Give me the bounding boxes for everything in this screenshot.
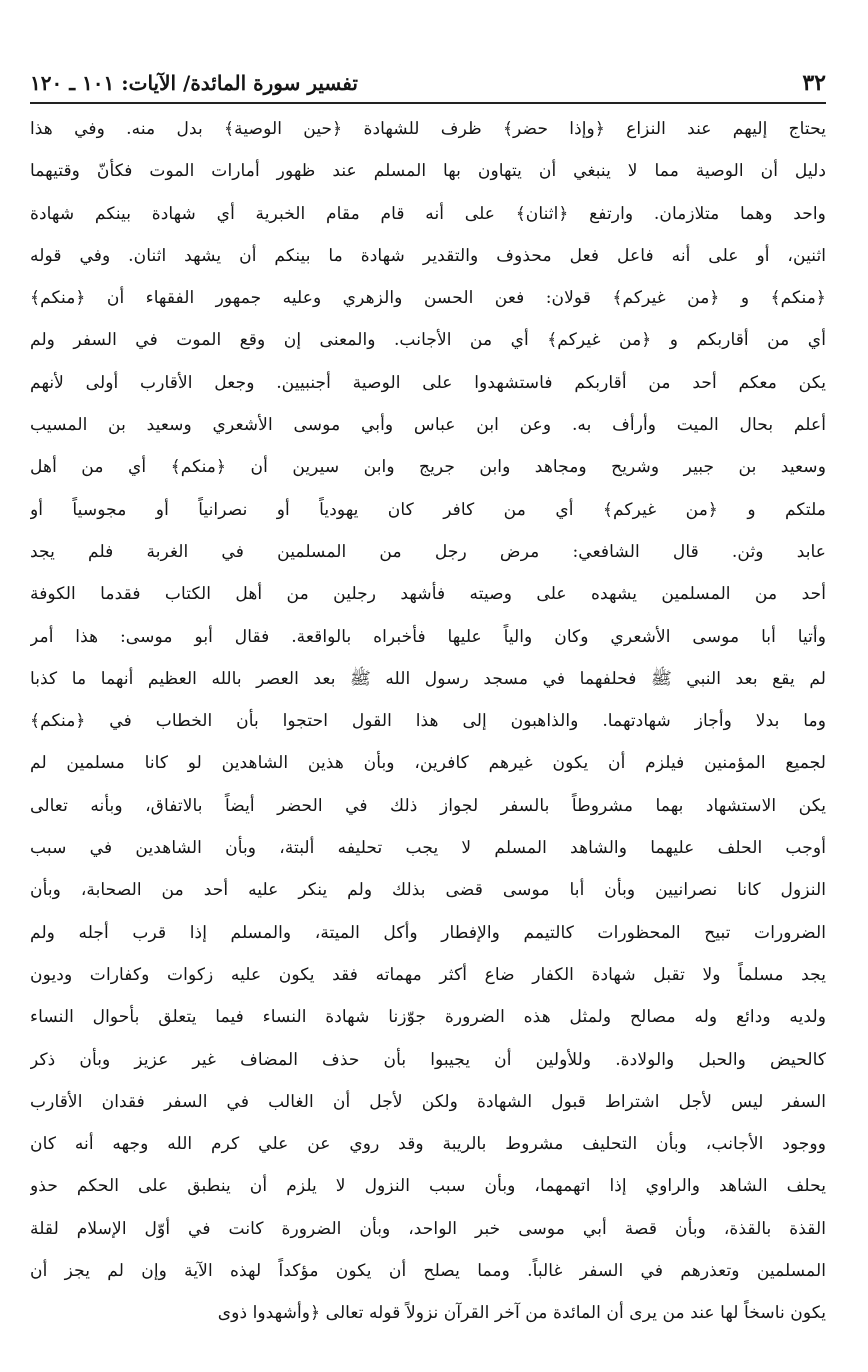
- text-line: الضرورات تبيح المحظورات كالتيمم والإفطار وأكل الميتة، والمسلم إذا قرب أجله ولم: [30, 922, 826, 943]
- text-line: ولديه ودائع وله مصالح ولمثل هذه الضرورة جوّزنا شهادة النساء فيما يتعلق بأحوال النساء: [30, 1007, 826, 1028]
- text-line: يجد مسلماً ولا تقبل شهادة الكفار ضاع أكثر مهماته فقد يكون عليه زكوات وكفارات وديون: [30, 964, 826, 985]
- text-line: ﴿منكم﴾ و ﴿من غيركم﴾ قولان: فعن الحسن والزهري وعليه جمهور الفقهاء أن ﴿منكم﴾: [30, 288, 826, 309]
- text-line: وسعيد بن جبير وشريح ومجاهد وابن جريج وابن سيرين أن ﴿منكم﴾ أي من أهل: [30, 457, 826, 478]
- text-line: لجميع المؤمنين فيلزم أن يكون غيرهم كافرين، وبأن هذين الشاهدين لو كانا مسلمين لم: [30, 753, 826, 774]
- text-line: أي من أقاربكم و ﴿من غيركم﴾ أي من الأجانب. والمعنى إن وقع الموت في السفر ولم: [30, 330, 826, 351]
- text-line: ووجود الأجانب، وبأن التحليف مشروط بالريبة وقد روي عن علي كرم الله وجهه أنه كان: [30, 1134, 826, 1155]
- text-line: القذة بالقذة، وبأن قصة أبي موسى خبر الواحد، وبأن الضرورة كانت في أوّل الإسلام لقلة: [30, 1218, 826, 1239]
- text-line: أوجب الحلف عليهما والشاهد المسلم لا يجب تحليفه ألبتة، وبأن الشاهدين في سبب: [30, 838, 826, 859]
- text-line: يحتاج إليهم عند النزاع ﴿وإذا حضر﴾ ظرف للشهادة ﴿حين الوصية﴾ بدل منه. وفي هذا: [30, 119, 826, 139]
- text-line: النزول كانا نصرانيين وبأن أبا موسى قضى بذلك ولم ينكر عليه أحد من الصحابة، وبأن: [30, 880, 826, 901]
- text-line: السفر ليس لأجل اشتراط قبول الشهادة ولكن لأجل أن الغالب في السفر فقدان الأقارب: [30, 1091, 826, 1112]
- body-text: [30, 108, 826, 1335]
- text-line: اثنين، أو على أنه فاعل فعل محذوف والتقدير شهادة ما بينكم أن يشهد اثنان. وفي قوله: [30, 245, 826, 266]
- text-line: لم يقع بعد النبي ﷺ فحلفهما في مسجد رسول الله ﷺ بعد العصر بالله العظيم أنهما ما كذبا: [30, 668, 826, 689]
- header-rule: [30, 102, 826, 104]
- running-title: تفسير سورة المائدة/ الآيات: ١٠١ ـ ١٢٠: [30, 71, 358, 95]
- text-line: عابد وثن. قال الشافعي: مرض رجل من المسلمين في الغربة فلم يجد: [30, 541, 826, 562]
- text-line: واحد وهما متلازمان. وارتفع ﴿اثنان﴾ على أنه قام مقام الخبرية أي شهادة بينكم شهادة: [30, 203, 826, 224]
- text-line: أعلم بحال الميت وأرأف به. وعن ابن عباس وأبي موسى الأشعري وسعيد بن المسيب: [30, 415, 826, 436]
- text-line: يكن الاستشهاد بهما مشروطاً بالسفر لجواز ذلك في الحضر أيضاً بالاتفاق، وبأنه تعالى: [30, 795, 826, 816]
- text-line: يكون ناسخاً لها عند من يرى أن المائدة من آخر القرآن نزولاً قوله تعالى ﴿وأشهدوا ذوى: [217, 1303, 826, 1324]
- page-header: [30, 64, 826, 98]
- text-line: يحلف الشاهد والراوي إذا اتهمهما، وبأن سبب النزول لا يلزم أن ينطبق على الحكم حذو: [30, 1176, 826, 1197]
- text-line: وأتيا أبا موسى الأشعري وكان والياً عليها فأخبراه بالواقعة. فقال أبو موسى: هذا أمر: [30, 626, 826, 647]
- text-line: أحد من المسلمين يشهده على وصيته فأشهد رجلين من أهل الكتاب فقدما الكوفة: [30, 584, 826, 605]
- text-line: يكن معكم أحد من أقاربكم فاستشهدوا على الوصية أجنبيين. وجعل الأقارب أولى لأنهم: [30, 372, 826, 393]
- text-line: كالحيض والحبل والولادة. وللأولين أن يجيبوا بأن حذف المضاف غير عزيز وبأن ذكر: [30, 1049, 826, 1070]
- text-line: دليل أن الوصية مما لا ينبغي أن يتهاون بها المسلم عند ظهور أمارات الموت فكأنّ وقتيهما: [30, 161, 826, 182]
- page-number: ٣٢: [802, 70, 826, 96]
- text-line: المسلمين وتعذرهم في السفر غالباً. ومما يصلح أن يكون مؤكداً لهذه الآية وإن لم يجز أن: [30, 1261, 826, 1282]
- text-line: وما بدلا وأجاز شهادتهما. والذاهبون إلى هذا القول احتجوا بأن الخطاب في ﴿منكم﴾: [30, 711, 826, 732]
- text-line: ملتكم و ﴿من غيركم﴾ أي من كافر كان يهودياً أو نصرانياً أو مجوسياً أو: [30, 499, 826, 520]
